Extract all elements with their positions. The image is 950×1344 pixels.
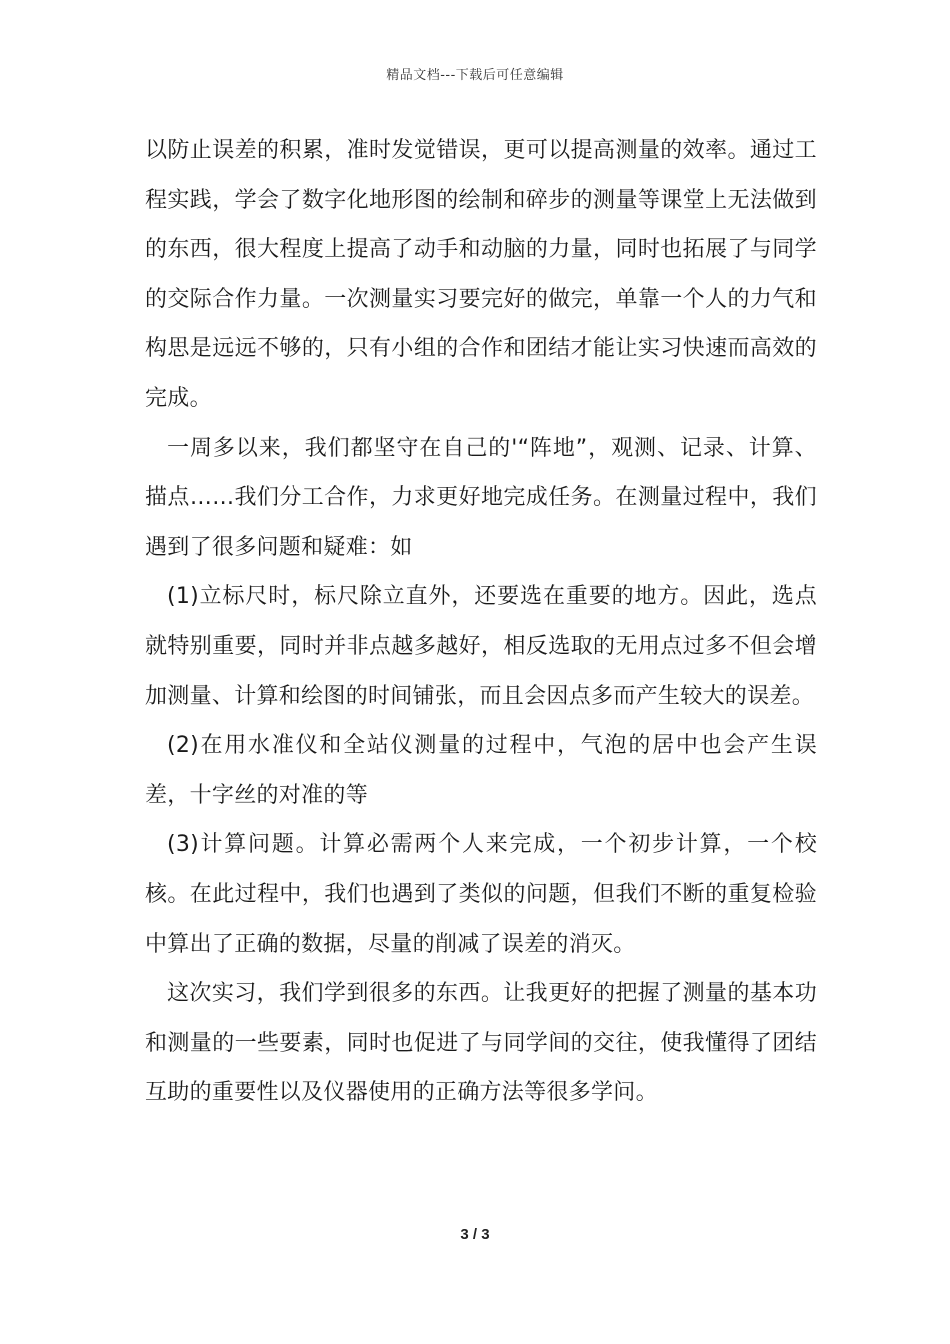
document-body — [145, 126, 817, 1118]
paragraph: (2)在用水准仪和全站仪测量的过程中，气泡的居中也会产生误差，十字丝的对准的等 — [145, 733, 817, 808]
page-header: 精品文档---下载后可任意编辑 — [386, 68, 564, 83]
paragraph: 一周多以来，我们都坚守在自己的'“阵地”，观测、记录、计算、描点……我们分工合作，力求更好地完成任务。在测量过程中，我们遇到了很多问题和疑难：如 — [145, 435, 817, 560]
paragraph: 以防止误差的积累，准时发觉错误，更可以提高测量的效率。通过工程实践，学会了数字化地形图的绘制和碎步的测量等课堂上无法做到的东西，很大程度上提高了动手和动脑的力量，同时也拓展了与同学的交际合作力量。一次测量实习要完好的做完，单靠一个人的力气和构思是远远不够的，只有小组的合作和团结才能让实习快速而高效的完成。 — [145, 138, 817, 411]
page-number: 3 / 3 — [460, 1226, 490, 1243]
paragraph: (1)立标尺时，标尺除立直外，还要选在重要的地方。因此，选点就特别重要，同时并非点越多越好，相反选取的无用点过多不但会增加测量、计算和绘图的时间铺张，而且会因点多而产生较大的误差。 — [145, 584, 817, 709]
paragraph: 这次实习，我们学到很多的东西。让我更好的把握了测量的基本功和测量的一些要素，同时也促进了与同学间的交往，使我懂得了团结互助的重要性以及仪器使用的正确方法等很多学问。 — [145, 981, 817, 1106]
paragraph: (3)计算问题。计算必需两个人来完成，一个初步计算，一个校核。在此过程中，我们也遇到了类似的问题，但我们不断的重复检验中算出了正确的数据，尽量的削减了误差的消灭。 — [145, 832, 817, 957]
